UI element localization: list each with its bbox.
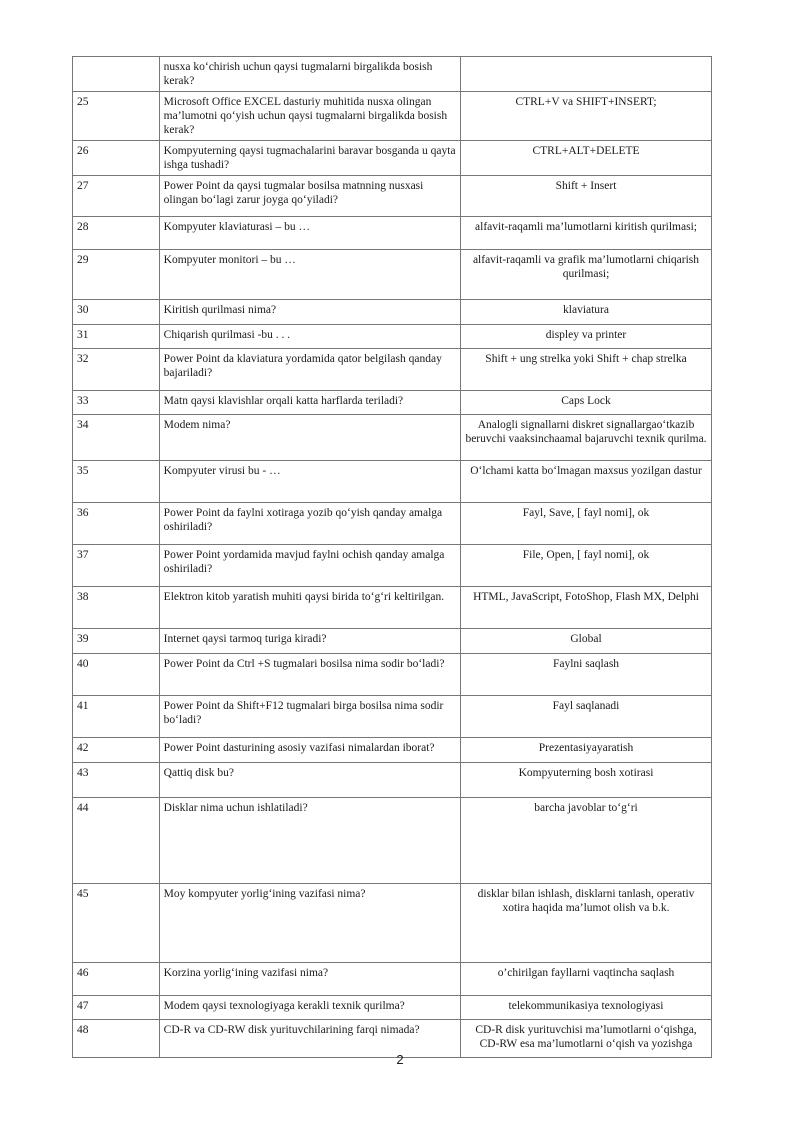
question-number: 26 (73, 141, 160, 176)
question-number: 29 (73, 250, 160, 300)
answer-text: alfavit-raqamli va grafik ma’lumotlarni chiqarish qurilmasi; (461, 250, 712, 300)
answer-text: Fayl, Save, [ fayl nomi], ok (461, 503, 712, 545)
answer-text: O‘lchami katta bo‘lmagan maxsus yozilgan dastur (461, 461, 712, 503)
table-row (73, 217, 712, 250)
question-number: 48 (73, 1020, 160, 1058)
question-text: Chiqarish qurilmasi -bu . . . (159, 325, 460, 349)
answer-text: Global (461, 629, 712, 654)
table-row (73, 963, 712, 996)
table-row (73, 325, 712, 349)
question-number (73, 57, 160, 92)
question-text: Kiritish qurilmasi nima? (159, 300, 460, 325)
answer-text: telekommunikasiya texnologiyasi (461, 996, 712, 1020)
question-number: 37 (73, 545, 160, 587)
answer-text: CD-R disk yurituvchisi ma’lumotlarni o‘qishga, CD-RW esa ma’lumotlarni o‘qish va yozishga (461, 1020, 712, 1058)
answer-text: File, Open, [ fayl nomi], ok (461, 545, 712, 587)
question-text: Power Point da qaysi tugmalar bosilsa matnning nusxasi olingan bo‘lagi zarur joyga qo‘yiladi? (159, 176, 460, 217)
answer-text: displey va printer (461, 325, 712, 349)
table-row (73, 738, 712, 763)
question-number: 31 (73, 325, 160, 349)
question-number: 25 (73, 92, 160, 141)
table-row (73, 654, 712, 696)
table-row (73, 798, 712, 884)
answer-text: o’chirilgan fayllarni vaqtincha saqlash (461, 963, 712, 996)
table-row (73, 57, 712, 92)
question-number: 43 (73, 763, 160, 798)
table-row (73, 92, 712, 141)
answer-text: CTRL+V va SHIFT+INSERT; (461, 92, 712, 141)
table-row (73, 461, 712, 503)
table-row (73, 176, 712, 217)
question-text: Modem qaysi texnologiyaga kerakli texnik qurilma? (159, 996, 460, 1020)
page-number: 2 (396, 1052, 404, 1067)
question-text: Modem nima? (159, 415, 460, 461)
question-text: Power Point da faylni xotiraga yozib qo‘yish qanday amalga oshiriladi? (159, 503, 460, 545)
answer-text: Kompyuterning bosh xotirasi (461, 763, 712, 798)
question-text: Power Point yordamida mavjud faylni ochish qanday amalga oshiriladi? (159, 545, 460, 587)
question-number: 36 (73, 503, 160, 545)
answer-text: Fayl saqlanadi (461, 696, 712, 738)
question-text: Power Point da klaviatura yordamida qator belgilash qanday bajariladi? (159, 349, 460, 391)
table-row (73, 629, 712, 654)
question-number: 28 (73, 217, 160, 250)
answer-text: CTRL+ALT+DELETE (461, 141, 712, 176)
question-text: CD-R va CD-RW disk yurituvchilarining farqi nimada? (159, 1020, 460, 1058)
table-row (73, 415, 712, 461)
question-number: 45 (73, 884, 160, 963)
question-number: 46 (73, 963, 160, 996)
question-number: 35 (73, 461, 160, 503)
question-number: 40 (73, 654, 160, 696)
question-text: Matn qaysi klavishlar orqali katta harflarda teriladi? (159, 391, 460, 415)
question-text: Microsoft Office EXCEL dasturiy muhitida nusxa olingan ma’lumotni qo‘yish uchun qaysi tugmalarni birgalikda bosish kerak? (159, 92, 460, 141)
table-row (73, 763, 712, 798)
question-number: 38 (73, 587, 160, 629)
answer-text: Shift + ung strelka yoki Shift + chap strelka (461, 349, 712, 391)
question-number: 32 (73, 349, 160, 391)
question-text: Power Point da Ctrl +S tugmalari bosilsa nima sodir bo‘ladi? (159, 654, 460, 696)
question-number: 34 (73, 415, 160, 461)
question-number: 27 (73, 176, 160, 217)
table-row (73, 545, 712, 587)
question-text: Internet qaysi tarmoq turiga kiradi? (159, 629, 460, 654)
answer-text: HTML, JavaScript, FotoShop, Flash MX, Delphi (461, 587, 712, 629)
answer-text (461, 57, 712, 92)
question-text: Kompyuter monitori – bu … (159, 250, 460, 300)
question-text: Elektron kitob yaratish muhiti qaysi birida to‘g‘ri keltirilgan. (159, 587, 460, 629)
answer-text: barcha javoblar to‘g‘ri (461, 798, 712, 884)
answer-text: Analogli signallarni diskret signallargao‘tkazib beruvchi vaaksinchaamal bajaruvchi texnik qurilma. (461, 415, 712, 461)
question-text: Kompyuterning qaysi tugmachalarini baravar bosganda u qayta ishga tushadi? (159, 141, 460, 176)
question-text: Korzina yorlig‘ining vazifasi nima? (159, 963, 460, 996)
question-number: 44 (73, 798, 160, 884)
question-number: 41 (73, 696, 160, 738)
question-number: 30 (73, 300, 160, 325)
table-row (73, 141, 712, 176)
question-text: Power Point da Shift+F12 tugmalari birga bosilsa nima sodir bo‘ladi? (159, 696, 460, 738)
table-row (73, 503, 712, 545)
question-text: Moy kompyuter yorlig‘ining vazifasi nima? (159, 884, 460, 963)
table-row (73, 884, 712, 963)
table-row (73, 696, 712, 738)
question-text: Qattiq disk bu? (159, 763, 460, 798)
question-number: 39 (73, 629, 160, 654)
table-row (73, 300, 712, 325)
question-text: Kompyuter klaviaturasi – bu … (159, 217, 460, 250)
table-row (73, 996, 712, 1020)
table-row (73, 250, 712, 300)
questions-table-body (73, 57, 712, 1058)
table-row (73, 349, 712, 391)
question-number: 47 (73, 996, 160, 1020)
question-text: Kompyuter virusi bu - … (159, 461, 460, 503)
question-number: 42 (73, 738, 160, 763)
questions-table (72, 56, 712, 1058)
question-number: 33 (73, 391, 160, 415)
answer-text: disklar bilan ishlash, disklarni tanlash, operativ xotira haqida ma’lumot olish va b.k. (461, 884, 712, 963)
answer-text: klaviatura (461, 300, 712, 325)
answer-text: Prezentasiyayaratish (461, 738, 712, 763)
answer-text: alfavit-raqamli ma’lumotlarni kiritish qurilmasi; (461, 217, 712, 250)
answer-text: Caps Lock (461, 391, 712, 415)
question-text: nusxa ko‘chirish uchun qaysi tugmalarni birgalikda bosish kerak? (159, 57, 460, 92)
answer-text: Faylni saqlash (461, 654, 712, 696)
question-text: Disklar nima uchun ishlatiladi? (159, 798, 460, 884)
table-row (73, 391, 712, 415)
question-text: Power Point dasturining asosiy vazifasi nimalardan iborat? (159, 738, 460, 763)
answer-text: Shift + Insert (461, 176, 712, 217)
table-row (73, 587, 712, 629)
